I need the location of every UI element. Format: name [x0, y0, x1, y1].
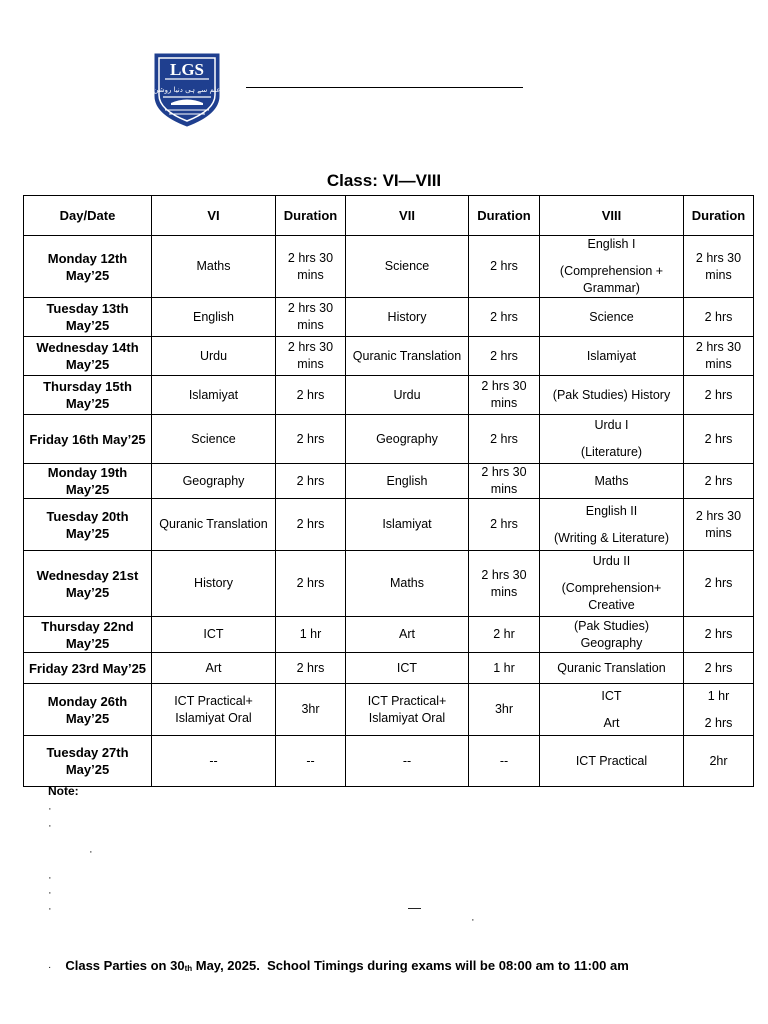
cell-line: 2 hrs [704, 715, 733, 730]
table-row [24, 499, 754, 551]
vii-subject-cell [346, 653, 469, 684]
table-row [24, 376, 754, 415]
cell-line: mins [705, 525, 732, 540]
viii-duration-cell [684, 236, 754, 298]
cell-line: Islamiyat [586, 348, 637, 363]
lgs-logo [153, 52, 221, 128]
viii-subject-cell [540, 337, 684, 376]
vii-duration-cell [469, 298, 540, 337]
vii-duration-cell [469, 617, 540, 653]
cell-line: May’25 [65, 584, 110, 600]
header-blank-line [246, 87, 523, 88]
cell-line: Monday 12th [47, 250, 128, 266]
viii-duration-cell [684, 415, 754, 464]
day-date-cell [24, 464, 152, 499]
day-date-cell [24, 415, 152, 464]
cell-line: 2 hrs 30 [695, 508, 742, 523]
day-date-cell [24, 653, 152, 684]
vi-subject-cell [152, 617, 276, 653]
cell-line: 2 hrs [704, 309, 733, 324]
cell-line: -- [306, 753, 315, 768]
cell-line: Islamiyat Oral [368, 710, 446, 725]
day-date-cell [24, 617, 152, 653]
cell-line: 2 hrs 30 [481, 465, 527, 479]
vi-duration-cell [276, 415, 346, 464]
table-row [24, 684, 754, 736]
cell-line: (Writing & Literature) [553, 530, 670, 545]
vi-subject-cell [152, 298, 276, 337]
vi-duration-cell [276, 376, 346, 415]
cell-line: Friday 23rd May’25 [28, 660, 147, 676]
cell-line: 2 hrs [704, 576, 733, 590]
cell-line: Art [603, 715, 620, 730]
vii-duration-cell [469, 499, 540, 551]
viii-subject-cell [540, 551, 684, 617]
cell-line: ICT [601, 688, 622, 703]
cell-line: Science [191, 431, 236, 446]
cell-line: English II [585, 503, 638, 518]
cell-line: ICT Practical [575, 753, 648, 768]
vi-duration-cell [276, 464, 346, 499]
cell-line: May’25 [65, 482, 110, 497]
table-row [24, 415, 754, 464]
cell-line: 2 hrs 30 [695, 250, 742, 265]
table-row [24, 298, 754, 337]
col-header-vii: VII [346, 196, 469, 236]
vii-duration-cell [469, 551, 540, 617]
day-date-cell [24, 298, 152, 337]
cell-line: 2 hrs [490, 348, 518, 363]
cell-line: 2 hrs [296, 660, 325, 675]
cell-line: 1 hr [493, 660, 515, 675]
vi-duration-cell [276, 617, 346, 653]
day-date-cell [24, 337, 152, 376]
cell-line: Science [384, 259, 430, 273]
table-row [24, 464, 754, 499]
cell-line: Urdu [393, 387, 421, 402]
cell-line: mins [297, 318, 324, 332]
vii-subject-cell [346, 684, 469, 736]
vi-subject-cell [152, 653, 276, 684]
vi-duration-cell [276, 551, 346, 617]
vi-subject-cell [152, 415, 276, 464]
vi-subject-cell [152, 464, 276, 499]
cell-line: Monday 19th [47, 465, 128, 480]
vii-subject-cell [346, 617, 469, 653]
viii-duration-cell [684, 684, 754, 736]
table-header-row [24, 196, 754, 236]
col-header-duration-viii: Duration [684, 196, 754, 236]
table-row [24, 617, 754, 653]
cell-line: Friday 16th May’25 [29, 431, 146, 447]
cell-line: Quranic Translation [352, 348, 462, 363]
viii-subject-cell [540, 499, 684, 551]
vii-subject-cell [346, 736, 469, 787]
cell-line: Islamiyat Oral [175, 710, 252, 725]
cell-line: Quranic Translation [159, 517, 268, 531]
cell-line: mins [297, 357, 324, 371]
cell-line: 2 hrs 30 [287, 301, 334, 315]
viii-subject-cell [540, 236, 684, 298]
note-bullet: · [48, 820, 52, 832]
footer-note [48, 958, 629, 973]
cell-line: May’25 [65, 267, 110, 283]
cell-line: ICT [396, 660, 418, 675]
day-date-cell [24, 499, 152, 551]
vi-duration-cell [276, 499, 346, 551]
vi-duration-cell [276, 736, 346, 787]
vii-subject-cell [346, 236, 469, 298]
viii-subject-cell [540, 736, 684, 787]
cell-line: May’25 [65, 396, 110, 411]
logo-tagline: علم سے ہی دنیا روشن [153, 86, 221, 94]
vi-subject-cell [152, 499, 276, 551]
cell-line: -- [499, 753, 509, 768]
table-row [24, 736, 754, 787]
vii-subject-cell [346, 337, 469, 376]
vii-duration-cell [469, 376, 540, 415]
class-title: Class: VI—VIII [326, 171, 442, 190]
cell-line: Urdu I [594, 418, 629, 432]
col-header-duration-vi: Duration [276, 196, 346, 236]
cell-line: 2 hrs 30 [287, 250, 334, 265]
vii-duration-cell [469, 415, 540, 464]
cell-line: 2 hrs [296, 473, 325, 488]
cell-line: Thursday 22nd [41, 618, 134, 634]
vii-duration-cell [469, 464, 540, 499]
vi-subject-cell [152, 736, 276, 787]
cell-line: 2 hrs [490, 259, 518, 273]
cell-line: Urdu [199, 348, 228, 363]
cell-line: 2 hrs [704, 431, 733, 446]
note-bullet: · [48, 872, 52, 884]
vii-duration-cell [469, 736, 540, 787]
vii-subject-cell [346, 499, 469, 551]
cell-line: May’25 [65, 710, 110, 726]
cell-line: Wednesday 21st [36, 567, 139, 583]
vi-duration-cell [276, 236, 346, 298]
note-label: Note: [48, 784, 79, 798]
cell-line: 2 hrs [704, 387, 733, 402]
cell-line: 2hr [709, 753, 728, 768]
viii-duration-cell [684, 653, 754, 684]
cell-line: May’25 [65, 318, 110, 333]
cell-line: Tuesday 13th [46, 301, 129, 316]
footer-bullet: · [48, 962, 52, 973]
viii-duration-cell [684, 499, 754, 551]
cell-line: 2 hrs [704, 660, 733, 675]
viii-subject-cell [540, 653, 684, 684]
cell-line: English [193, 309, 234, 324]
vii-subject-cell [346, 298, 469, 337]
cell-line: Grammar) [583, 281, 640, 295]
cell-line: May’25 [65, 762, 110, 777]
cell-line: 2 hrs [704, 627, 733, 641]
cell-line: ICT Practical+ [174, 693, 253, 708]
cell-line: 3hr [301, 702, 320, 716]
vii-duration-cell [469, 236, 540, 298]
vii-subject-cell [346, 376, 469, 415]
cell-line: ICT [203, 627, 224, 641]
viii-subject-cell [540, 415, 684, 464]
cell-line: May’25 [65, 635, 110, 651]
viii-subject-cell [540, 298, 684, 337]
vii-subject-cell [346, 464, 469, 499]
cell-line: (Pak Studies) History [552, 387, 671, 402]
viii-subject-cell [540, 376, 684, 415]
cell-line: 2 hrs 30 [695, 340, 742, 354]
cell-line: Art [399, 627, 415, 641]
cell-line: Urdu II [592, 554, 631, 568]
vi-subject-cell [152, 337, 276, 376]
cell-line: Tuesday 27th [46, 745, 129, 760]
vi-duration-cell [276, 298, 346, 337]
cell-line: 2 hrs [490, 431, 518, 446]
cell-line: Quranic Translation [557, 660, 666, 675]
cell-line: (Literature) [580, 445, 643, 459]
cell-line: English I [587, 237, 636, 251]
vi-subject-cell [152, 236, 276, 298]
day-date-cell [24, 376, 152, 415]
col-header-day-date: Day/Date [24, 196, 152, 236]
vi-duration-cell [276, 684, 346, 736]
table-row [24, 337, 754, 376]
cell-line: Maths [594, 473, 629, 488]
table-row [24, 551, 754, 617]
day-date-cell [24, 684, 152, 736]
cell-line: 2 hrs 30 [287, 340, 334, 354]
cell-line: (Comprehension + [559, 264, 664, 278]
cell-line: 3hr [494, 702, 514, 716]
cell-line: Creative [588, 598, 635, 612]
note-bullet: · [48, 903, 52, 915]
note-bullet: · [471, 914, 475, 926]
cell-line: History [194, 576, 233, 590]
cell-line: 2 hrs [296, 431, 325, 446]
vii-duration-cell [469, 684, 540, 736]
viii-duration-cell [684, 337, 754, 376]
vii-subject-cell [346, 551, 469, 617]
cell-line: Geography [182, 473, 245, 488]
table-row [24, 236, 754, 298]
school-timings-text: School Timings during exams will be 08:00 am to 11:00 am [267, 958, 629, 973]
cell-line: Maths [196, 259, 231, 273]
day-date-cell [24, 236, 152, 298]
note-bullet: · [89, 846, 93, 858]
cell-line: mins [705, 357, 732, 371]
cell-line: -- [402, 753, 412, 768]
cell-line: 2 hrs [490, 517, 518, 531]
cell-line: Thursday 15th [43, 379, 132, 394]
vi-duration-cell [276, 653, 346, 684]
vi-subject-cell [152, 376, 276, 415]
vii-duration-cell [469, 653, 540, 684]
viii-duration-cell [684, 617, 754, 653]
cell-line: ICT Practical+ [367, 693, 447, 708]
cell-line: 2 hrs [704, 473, 733, 488]
vi-subject-cell [152, 551, 276, 617]
exam-schedule-table [23, 195, 754, 787]
cell-line: 2 hrs [296, 576, 325, 590]
cell-line: English [386, 473, 428, 488]
vi-duration-cell [276, 337, 346, 376]
cell-line: Science [589, 309, 634, 324]
note-dash: — [408, 900, 421, 915]
cell-line: Islamiyat [382, 517, 432, 531]
viii-duration-cell [684, 736, 754, 787]
cell-line: Monday 26th [47, 693, 128, 709]
viii-duration-cell [684, 376, 754, 415]
cell-line: 2 hrs [296, 387, 325, 402]
vii-duration-cell [469, 337, 540, 376]
cell-line: May’25 [65, 357, 110, 372]
cell-line: 2 hr [493, 627, 515, 641]
cell-line: -- [209, 753, 218, 768]
cell-line: Art [205, 660, 222, 675]
table-row [24, 653, 754, 684]
cell-line: 1 hr [299, 627, 322, 641]
cell-line: mins [490, 584, 518, 599]
cell-line: mins [490, 482, 518, 496]
day-date-cell [24, 736, 152, 787]
logo-text: LGS [169, 60, 205, 79]
cell-line: Geography [376, 431, 438, 446]
col-header-duration-vii: Duration [469, 196, 540, 236]
viii-subject-cell [540, 464, 684, 499]
viii-subject-cell [540, 617, 684, 653]
cell-line: History [387, 309, 427, 324]
col-header-viii: VIII [540, 196, 684, 236]
day-date-cell [24, 551, 152, 617]
viii-subject-cell [540, 684, 684, 736]
vi-subject-cell [152, 684, 276, 736]
note-bullet: · [48, 803, 52, 815]
cell-line: Wednesday 14th [36, 340, 139, 355]
vii-subject-cell [346, 415, 469, 464]
note-bullet: · [48, 887, 52, 899]
cell-line: Tuesday 20th [46, 508, 129, 524]
cell-line: 2 hrs [296, 517, 325, 531]
cell-line: 1 hr [707, 688, 730, 703]
viii-duration-cell [684, 298, 754, 337]
cell-line: (Comprehension+ [561, 581, 662, 595]
cell-line: (Pak Studies) Geography [573, 618, 650, 650]
cell-line: 2 hrs [490, 309, 518, 324]
cell-line: 2 hrs 30 [481, 567, 527, 582]
col-header-vi: VI [152, 196, 276, 236]
cell-line: mins [297, 267, 324, 282]
cell-line: 2 hrs 30 [481, 379, 527, 393]
cell-line: mins [705, 267, 732, 282]
cell-line: mins [490, 396, 518, 410]
cell-line: May’25 [65, 525, 110, 541]
viii-duration-cell [684, 464, 754, 499]
cell-line: Islamiyat [188, 387, 239, 402]
class-parties-text: Class Parties on $30_{th}$ May, 2025. [65, 958, 260, 973]
cell-line: Maths [389, 576, 425, 590]
viii-duration-cell [684, 551, 754, 617]
